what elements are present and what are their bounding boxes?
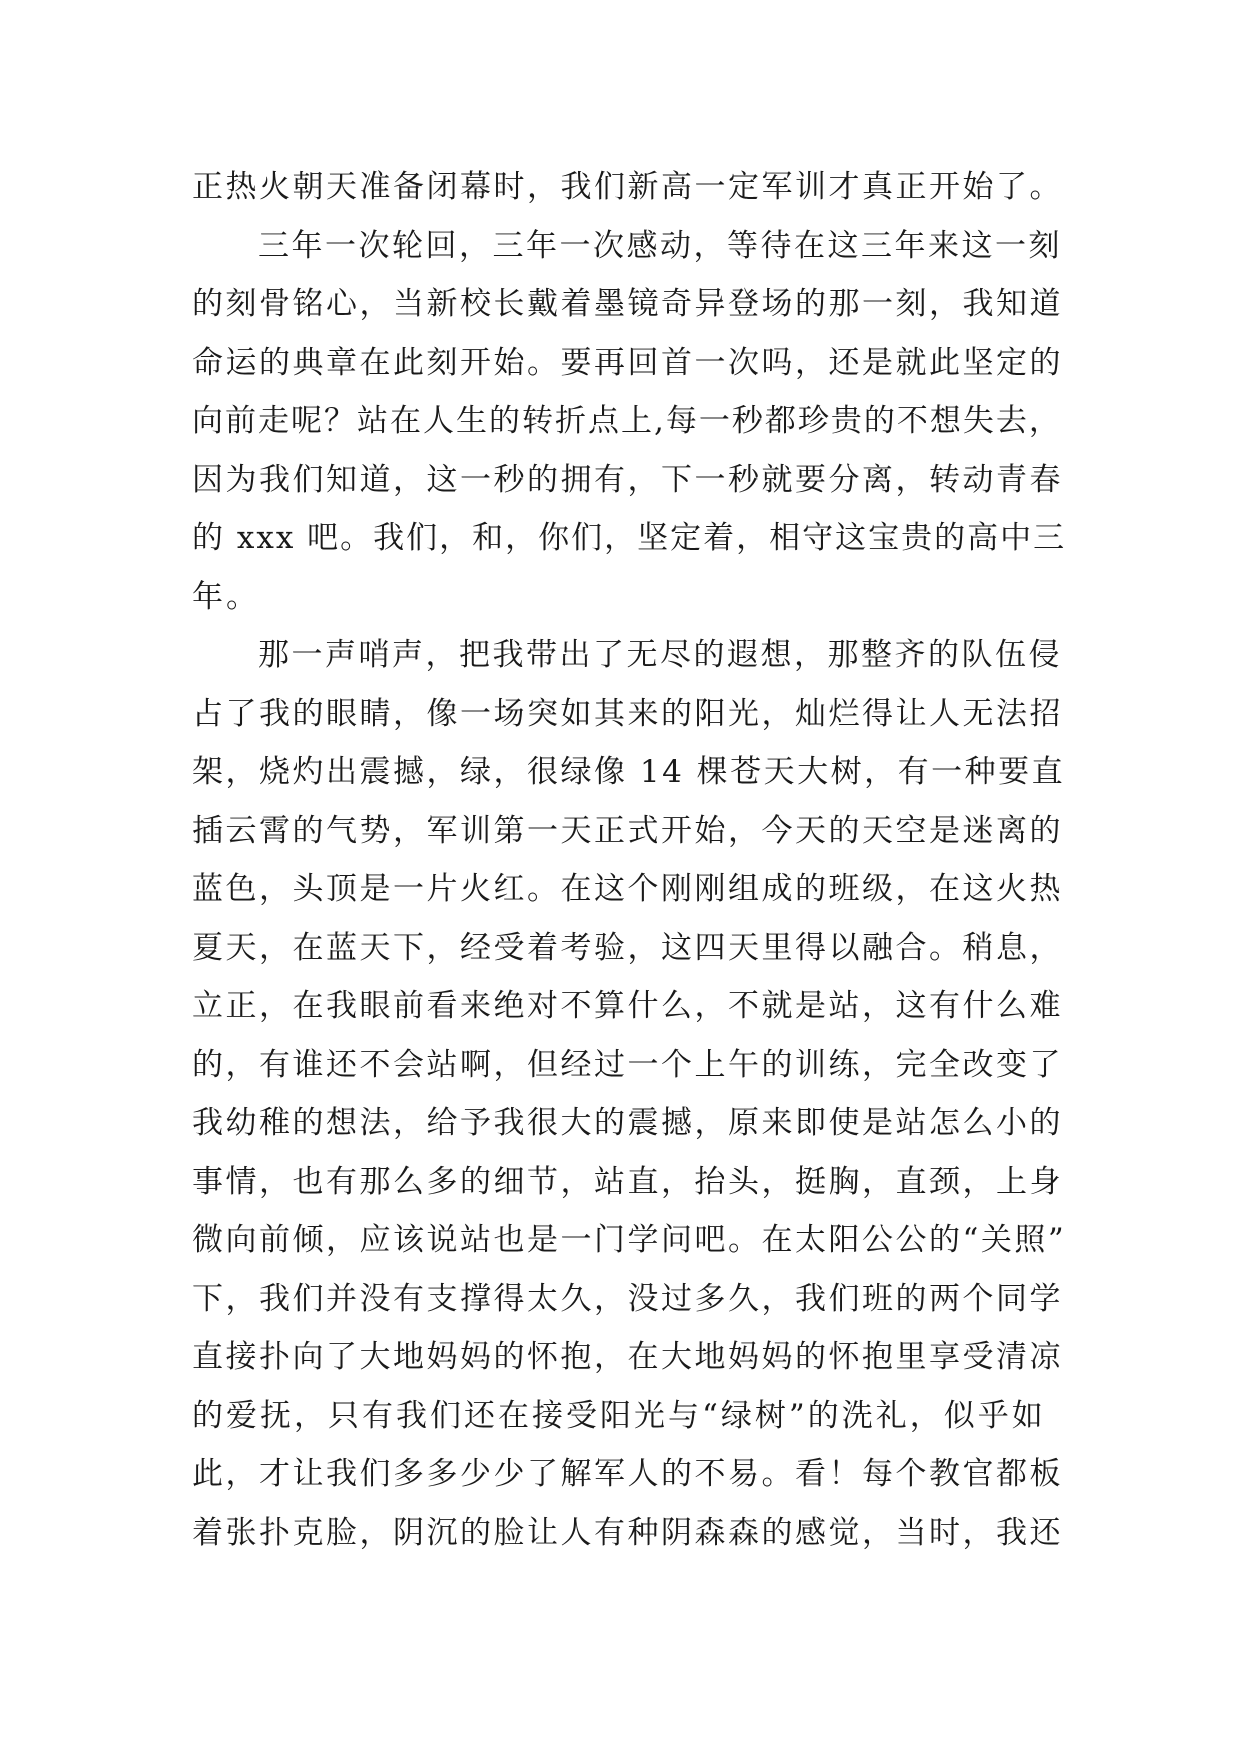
text-line: 夏天，在蓝天下，经受着考验，这四天里得以融合。稍息，: [192, 929, 1063, 966]
text-line: 正热火朝天准备闭幕时，我们新高一定军训才真正开始了。: [192, 169, 1063, 205]
text-line: 蓝色，头顶是一片火红。在这个刚刚组成的班级，在这火热: [192, 871, 1063, 907]
text-line: 下，我们并没有支撑得太久，没过多久，我们班的两个同学: [192, 1280, 1063, 1317]
document-body: [192, 158, 1072, 1562]
text-line: 的 xxx 吧。我们，和，你们，坚定着，相守这宝贵的高中三: [192, 520, 1067, 556]
text-line: 着张扑克脸，阴沉的脸让人有种阴森森的感觉，当时，我还: [192, 1514, 1063, 1551]
text-line: 向前走呢？站在人生的转折点上,每一秒都珍贵的不想失去，: [192, 403, 1062, 439]
text-line: 此，才让我们多多少少了解军人的不易。看！每个教官都板: [192, 1456, 1063, 1492]
text-line: 年。: [192, 578, 260, 615]
text-line: 我幼稚的想法，给予我很大的震撼，原来即使是站怎么小的: [192, 1105, 1063, 1141]
text-line: 微向前倾，应该说站也是一门学问吧。在太阳公公的“关照”: [192, 1222, 1067, 1258]
text-line: 的爱抚，只有我们还在接受阳光与“绿树”的洗礼，似乎如: [192, 1397, 1046, 1434]
text-line: 架，烧灼出震撼，绿，很绿像 14 棵苍天大树，有一种要直: [192, 754, 1066, 790]
text-line: 那一声哨声，把我带出了无尽的遐想，那整齐的队伍侵: [258, 637, 1062, 673]
text-line: 的，有谁还不会站啊，但经过一个上午的训练，完全改变了: [192, 1046, 1063, 1083]
text-line: 因为我们知道，这一秒的拥有，下一秒就要分离，转动青春: [192, 461, 1063, 498]
text-line: 立正，在我眼前看来绝对不算什么，不就是站，这有什么难: [192, 988, 1063, 1024]
text-line: 占了我的眼睛，像一场突如其来的阳光，灿烂得让人无法招: [192, 695, 1063, 732]
text-line: 直接扑向了大地妈妈的怀抱，在大地妈妈的怀抱里享受清凉: [192, 1339, 1063, 1375]
text-line: 事情，也有那么多的细节，站直，抬头，挺胸，直颈，上身: [192, 1163, 1063, 1200]
text-line: 三年一次轮回，三年一次感动，等待在这三年来这一刻: [258, 227, 1062, 264]
text-line: 的刻骨铭心，当新校长戴着墨镜奇异登场的那一刻，我知道: [192, 286, 1063, 322]
text-line: 插云霄的气势，军训第一天正式开始，今天的天空是迷离的: [192, 812, 1063, 849]
text-line: 命运的典章在此刻开始。要再回首一次吗，还是就此坚定的: [192, 344, 1063, 381]
